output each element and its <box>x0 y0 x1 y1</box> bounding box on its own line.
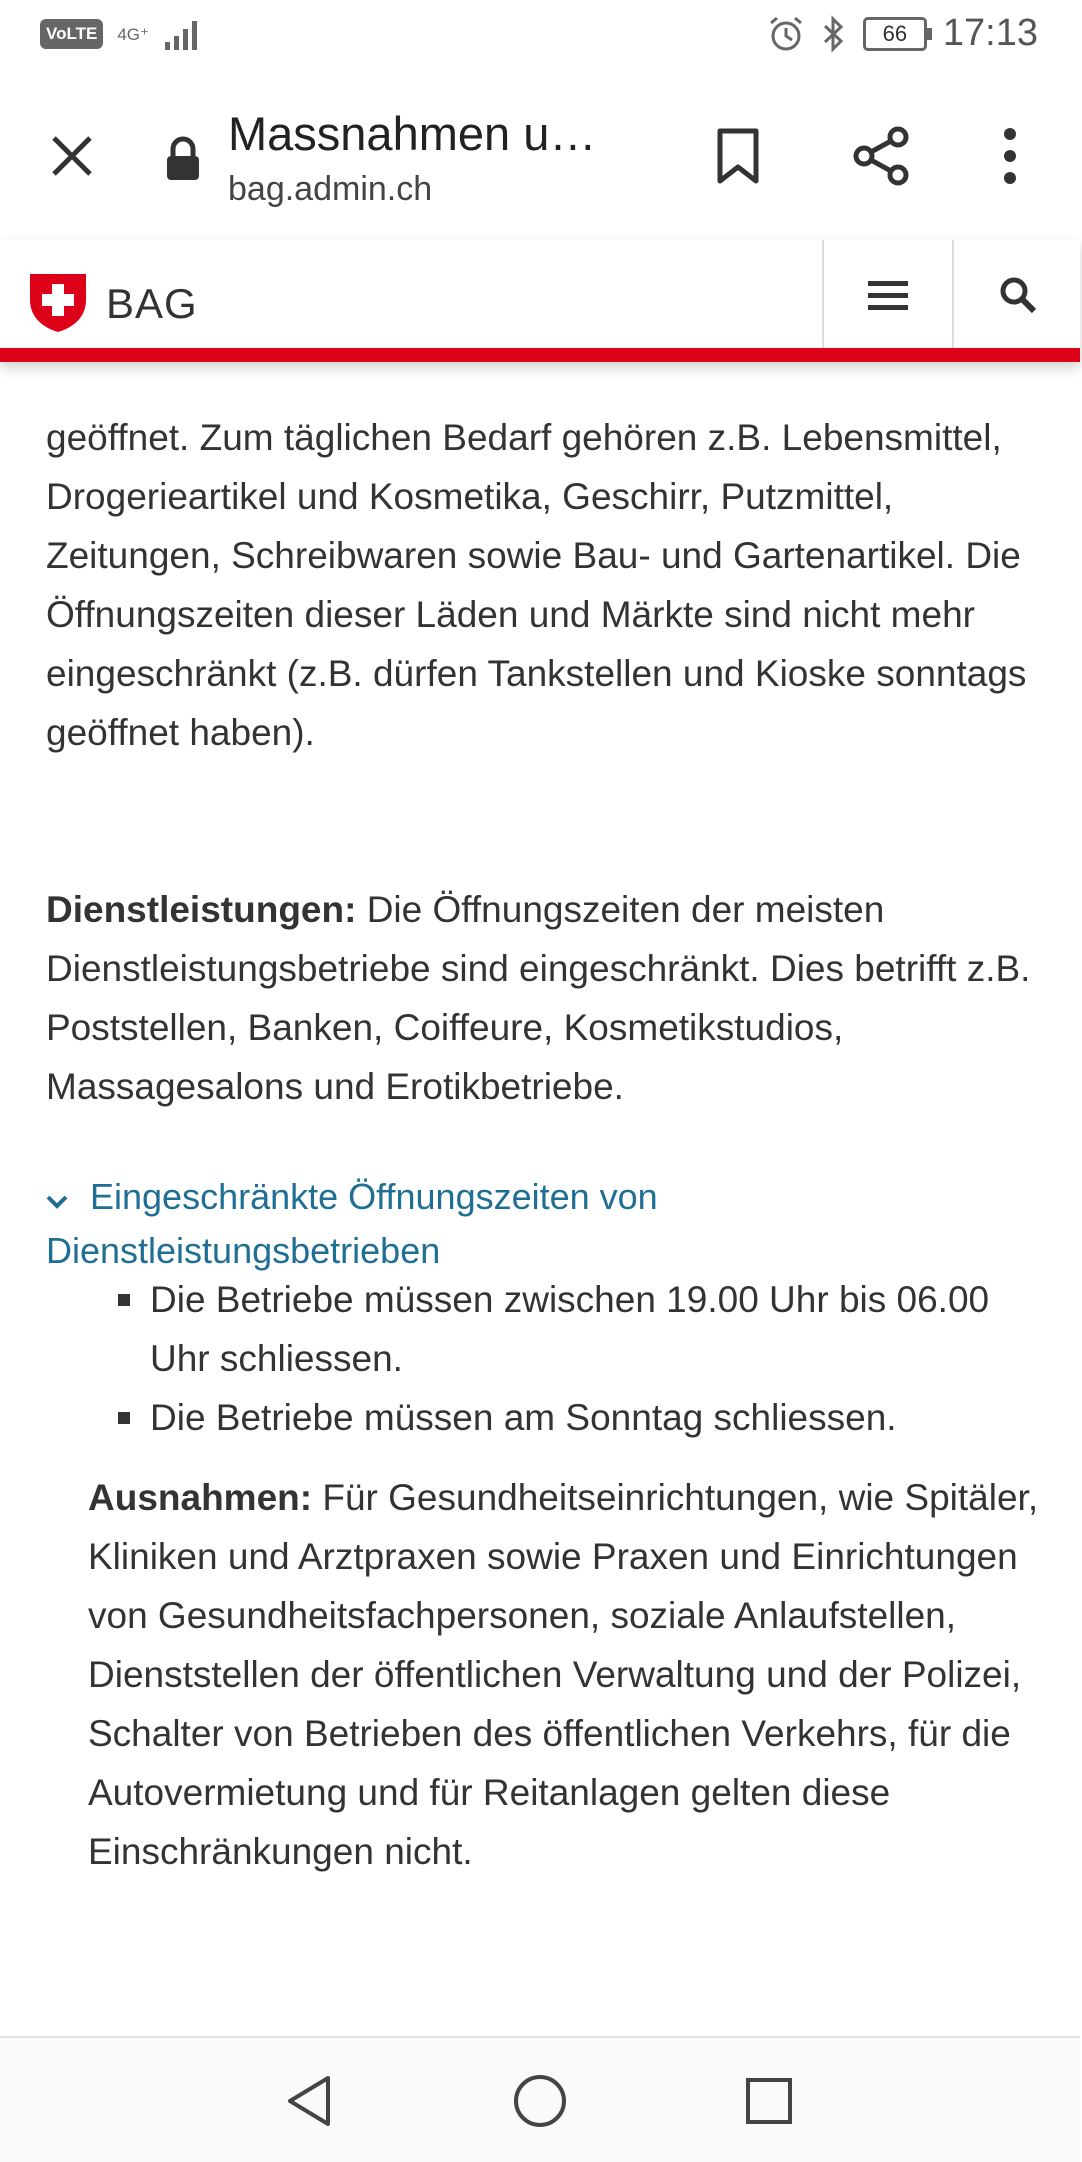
volte-indicator: VoLTE <box>40 19 103 49</box>
clock: 17:13 <box>942 12 1038 54</box>
menu-button[interactable] <box>824 250 952 340</box>
system-navigation-bar <box>0 2036 1080 2162</box>
alarm-icon <box>767 15 805 53</box>
page-url[interactable]: bag.admin.ch <box>228 170 433 208</box>
paragraph-services <box>46 880 1036 1116</box>
services-text: Die Öffnungszeiten der meisten Dienstleistungsbetriebe sind eingeschränkt. Dies betrifft z.B. Poststellen, Banken, Coiffeure, Kosmetikstudios, Massagesalons und Erotikbetriebe. <box>46 889 1031 1107</box>
close-icon <box>48 132 96 180</box>
accordion-toggle-opening-hours[interactable] <box>46 1170 1026 1278</box>
recents-button[interactable] <box>734 2066 804 2136</box>
list-item: Die Betriebe müssen am Sonntag schliessen. <box>108 1388 1048 1447</box>
site-logo-text[interactable]: BAG <box>106 280 198 327</box>
paragraph-exceptions <box>88 1468 1048 1881</box>
status-right <box>767 12 1038 55</box>
nav-back-icon <box>284 2074 334 2128</box>
bookmark-button[interactable] <box>694 112 782 200</box>
share-icon <box>852 125 912 187</box>
status-left <box>40 18 203 50</box>
search-icon <box>999 276 1037 314</box>
page-content <box>0 362 1080 2036</box>
page-title[interactable]: Massnahmen u… <box>228 107 597 160</box>
list-item: Die Betriebe müssen zwischen 19.00 Uhr bis 06.00 Uhr schliessen. <box>108 1270 1048 1388</box>
accordion-title: Eingeschränkte Öffnungszeiten von Dienstleistungsbetrieben <box>46 1176 658 1271</box>
close-tab-button[interactable] <box>28 112 116 200</box>
back-button[interactable] <box>274 2066 344 2136</box>
exceptions-text: Für Gesundheitseinrichtungen, wie Spitäler, Kliniken und Arztpraxen sowie Praxen und Einrichtungen von Gesundheitsfachpersonen, soziale Anlaufstellen, Dienststellen der öffentlichen Verwaltung und der Polizei, Schalter von Betrieben des öffentlichen Verkehrs, für die Autovermietung und für Reitanlagen gelten diese Einschränkungen nicht. <box>88 1477 1039 1872</box>
services-label: Dienstleistungen: <box>46 889 357 930</box>
lock-icon <box>164 136 202 187</box>
restrictions-list <box>108 1270 1048 1447</box>
browser-toolbar <box>0 72 1080 242</box>
status-bar <box>0 0 1080 72</box>
bluetooth-icon <box>821 15 847 53</box>
nav-recents-icon <box>744 2076 794 2126</box>
search-button[interactable] <box>954 250 1082 340</box>
signal-icon <box>163 18 203 50</box>
hamburger-menu-icon <box>868 279 908 311</box>
header-accent-line <box>0 348 1080 362</box>
site-header <box>0 240 1080 362</box>
chevron-down-icon <box>46 1170 90 1224</box>
bookmark-icon <box>714 127 762 185</box>
more-options-button[interactable] <box>966 112 1054 200</box>
battery-indicator: 66 <box>863 17 927 51</box>
paragraph-daily-needs: geöffnet. Zum täglichen Bedarf gehören z.B. Lebensmittel, Drogerieartikel und Kosmetika, Geschirr, Putzmittel, Zeitungen, Schreibwaren sowie Bau- und Gartenartikel. Die Öffnungszeiten dieser Läden und Märkte sind nicht mehr eingeschränkt (z.B. dürfen Tankstellen und Kioske sonntags geöffnet haben). <box>46 417 1027 753</box>
share-button[interactable] <box>838 112 926 200</box>
swiss-coat-of-arms-icon[interactable] <box>28 270 88 339</box>
more-vert-icon <box>1002 128 1018 184</box>
exceptions-label: Ausnahmen: <box>88 1477 313 1518</box>
nav-home-icon <box>512 2073 568 2129</box>
network-type: 4G⁺ <box>117 24 149 44</box>
home-button[interactable] <box>505 2066 575 2136</box>
